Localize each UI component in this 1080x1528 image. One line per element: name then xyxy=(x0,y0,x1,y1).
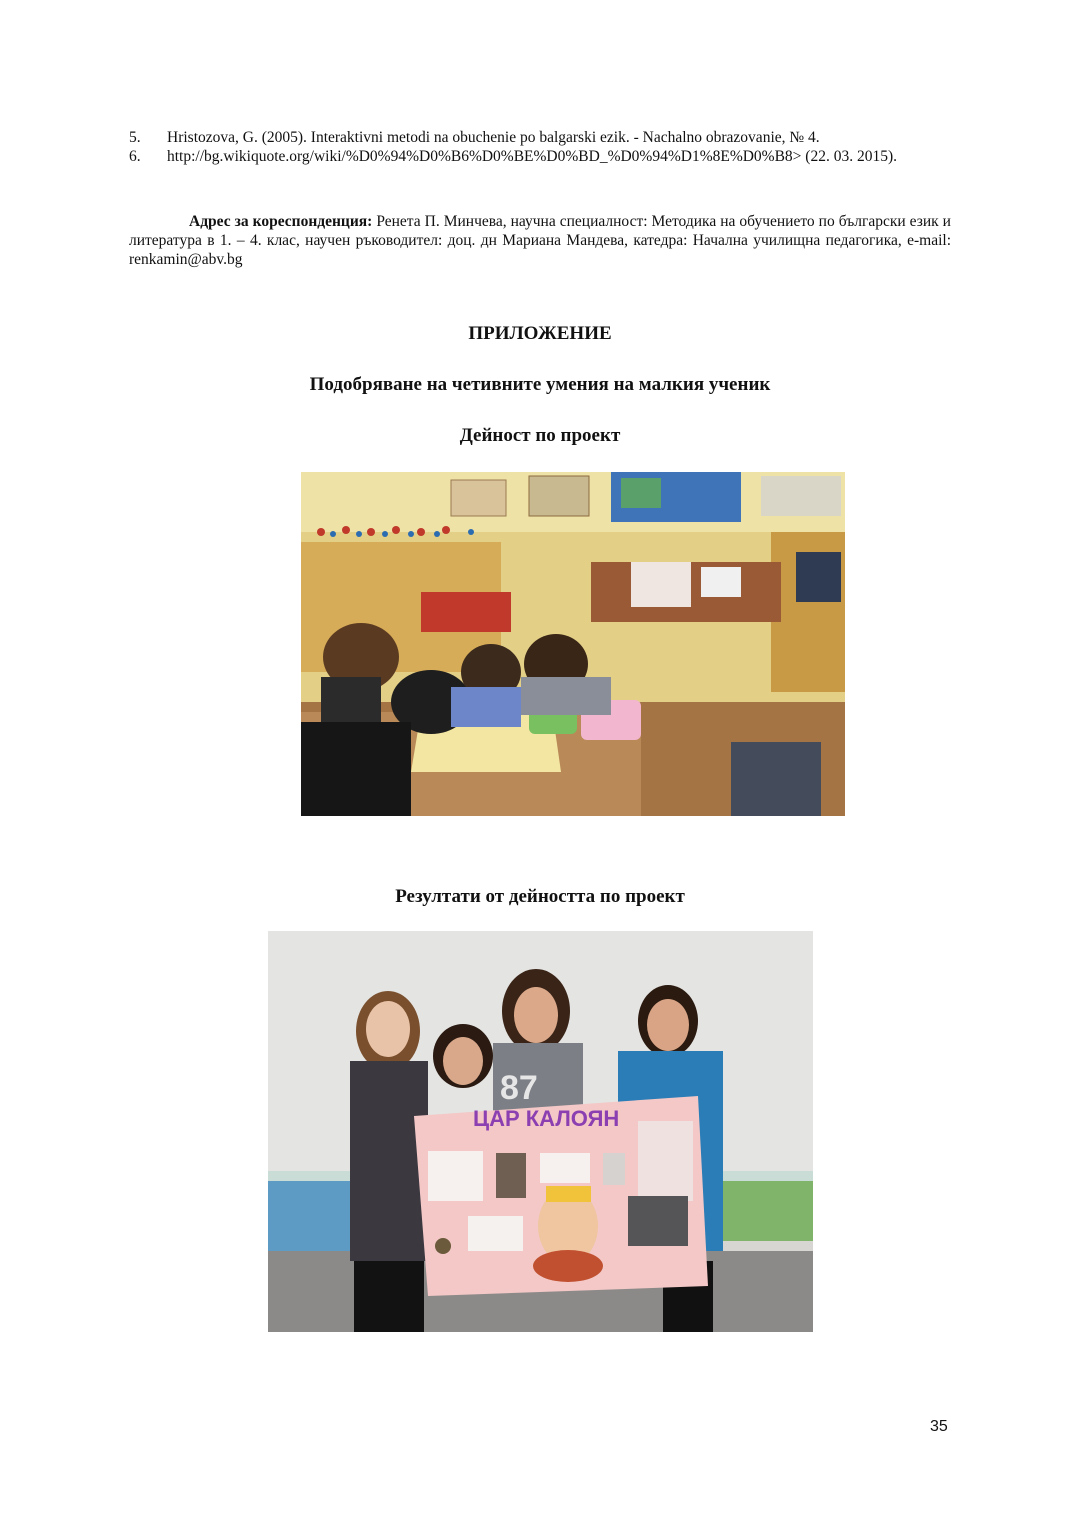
reference-number: 5. xyxy=(129,129,141,146)
address-label: Адрес за кореспонденция: xyxy=(189,213,373,230)
section-title-activity: Дейност по проект xyxy=(459,425,621,446)
appendix-subtitle: Подобряване на четивните умения на малкия ученик xyxy=(309,374,771,395)
correspondence-address xyxy=(129,212,951,269)
reference-text: Hristozova, G. (2005). Interaktivni metodi na obuchenie po balgarski ezik. - Nachalno obrazovanie, № 4. xyxy=(167,129,820,146)
reference-number: 6. xyxy=(129,148,141,165)
project-results-photo xyxy=(268,931,813,1332)
poster-title: ЦАР КАЛОЯН xyxy=(473,1106,620,1131)
reference-item xyxy=(129,147,959,166)
references-list xyxy=(129,128,959,166)
shirt-number: 87 xyxy=(500,1069,538,1107)
appendix-title: ПРИЛОЖЕНИЕ xyxy=(468,323,612,344)
section-title-results: Резултати от дейността по проект xyxy=(395,886,685,907)
reference-item xyxy=(129,128,959,147)
page-number: 35 xyxy=(930,1418,948,1435)
classroom-activity-photo xyxy=(301,472,845,816)
address-text: Ренета П. Минчева, научна специалност: Методика на обучението по български език и литература в 1. – 4. клас, научен ръководител: доц. дн Мариана Мандева, катедра: Начална училищна педагогика, e-mail: renkamin@abv.bg xyxy=(129,213,951,268)
reference-text: http://bg.wikiquote.org/wiki/%D0%94%D0%B6%D0%BE%D0%BD_%D0%94%D1%8E%D0%B8> (22. 03. 2015). xyxy=(167,148,897,165)
